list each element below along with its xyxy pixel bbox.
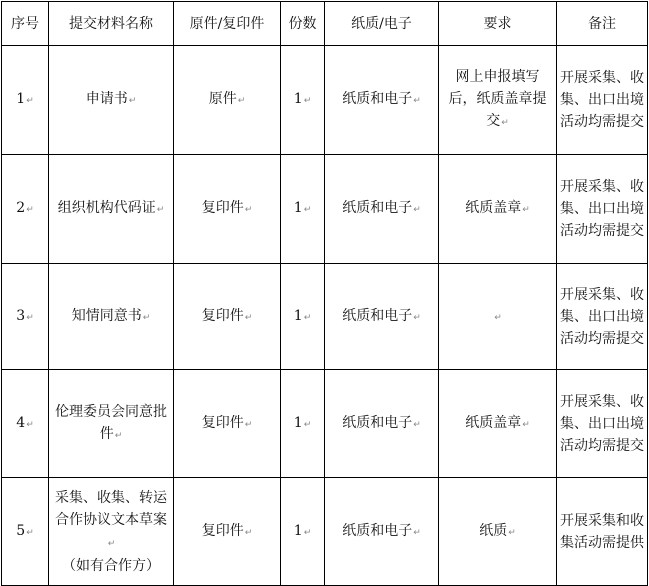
- paragraph-mark-icon: ↵: [26, 205, 34, 215]
- cell-form: 纸质和电子↵: [325, 478, 439, 586]
- cell-name: 采集、收集、转运合作协议文本草案↵ （如有合作方）: [49, 478, 174, 586]
- header-seq: 序号: [2, 2, 49, 46]
- paragraph-mark-icon: ↵: [522, 419, 530, 430]
- cell-form: 纸质和电子↵: [325, 155, 439, 264]
- paragraph-mark-icon: ↵: [26, 312, 34, 323]
- header-row: [2, 2, 648, 46]
- cell-orig: 复印件↵: [174, 478, 281, 586]
- cell-name: 组织机构代码证↵: [49, 155, 174, 264]
- cell-orig: 复印件↵: [174, 264, 281, 370]
- cell-notes: 开展采集、收集、出口出境活动均需提交: [557, 155, 648, 264]
- cell-seq: 4↵: [2, 370, 49, 478]
- cell-copies: 1↵: [281, 264, 325, 370]
- paragraph-mark-icon: ↵: [501, 118, 509, 128]
- cell-notes: 开展采集、收集、出口出境活动均需提交: [557, 264, 648, 370]
- cell-seq: 3↵: [2, 264, 49, 370]
- paragraph-mark-icon: ↵: [244, 527, 253, 538]
- cell-name: 伦理委员会同意批件↵: [49, 370, 174, 478]
- paragraph-mark-icon: ↵: [244, 205, 253, 215]
- paragraph-mark-icon: ↵: [156, 205, 165, 215]
- paragraph-mark-icon: ↵: [303, 312, 312, 323]
- cell-copies: 1↵: [281, 478, 325, 586]
- paragraph-mark-icon: ↵: [303, 205, 312, 215]
- paragraph-mark-icon: ↵: [26, 527, 34, 538]
- cell-seq: 5↵: [2, 478, 49, 586]
- cell-form: 纸质和电子↵: [325, 46, 439, 155]
- paragraph-mark-icon: ↵: [128, 96, 137, 106]
- cell-seq: 1↵: [2, 46, 49, 155]
- header-req: 要求: [439, 2, 557, 46]
- paragraph-mark-icon: ↵: [508, 527, 516, 538]
- paragraph-mark-icon: ↵: [107, 538, 116, 549]
- paragraph-mark-icon: ↵: [413, 205, 421, 215]
- paragraph-mark-icon: ↵: [237, 96, 246, 106]
- table-row: [2, 478, 648, 586]
- paragraph-mark-icon: ↵: [494, 312, 502, 323]
- paragraph-mark-icon: ↵: [413, 527, 421, 538]
- cell-req: 纸质↵: [439, 478, 557, 586]
- cell-notes: 开展采集、收集、出口出境活动均需提交: [557, 370, 648, 478]
- materials-table: [1, 1, 648, 586]
- paragraph-mark-icon: ↵: [413, 96, 421, 106]
- paragraph-mark-icon: ↵: [522, 205, 530, 215]
- cell-seq: 2↵: [2, 155, 49, 264]
- cell-copies: 1↵: [281, 370, 325, 478]
- cell-copies: 1↵: [281, 155, 325, 264]
- paragraph-mark-icon: ↵: [413, 419, 421, 430]
- paragraph-mark-icon: ↵: [413, 312, 421, 323]
- cell-req: [439, 264, 557, 370]
- paragraph-mark-icon: ↵: [26, 419, 34, 430]
- header-notes: 备注: [557, 2, 648, 46]
- paragraph-mark-icon: ↵: [303, 419, 312, 430]
- cell-name: 申请书↵: [49, 46, 174, 155]
- cell-notes: 开展采集、收集、出口出境活动均需提交: [557, 46, 648, 155]
- table-row: [2, 155, 648, 264]
- paragraph-mark-icon: ↵: [303, 96, 312, 106]
- cell-req: 网上申报填写后，纸质盖章提交↵: [439, 46, 557, 155]
- cell-copies: 1↵: [281, 46, 325, 155]
- paragraph-mark-icon: ↵: [303, 527, 312, 538]
- paragraph-mark-icon: ↵: [244, 312, 253, 323]
- cell-name: 知情同意书↵: [49, 264, 174, 370]
- paragraph-mark-icon: ↵: [26, 96, 34, 106]
- cell-form: 纸质和电子↵: [325, 264, 439, 370]
- header-orig: 原件/复印件: [174, 2, 281, 46]
- cell-orig: 复印件↵: [174, 370, 281, 478]
- header-form: 纸质/电子: [325, 2, 439, 46]
- cell-orig: 原件↵: [174, 46, 281, 155]
- table-row: [2, 370, 648, 478]
- cell-form: 纸质和电子↵: [325, 370, 439, 478]
- table-row: [2, 264, 648, 370]
- cell-req: 纸质盖章↵: [439, 155, 557, 264]
- header-name: 提交材料名称: [49, 2, 174, 46]
- table-row: [2, 46, 648, 155]
- cell-notes: 开展采集和收集活动需提供: [557, 478, 648, 586]
- header-copies: 份数: [281, 2, 325, 46]
- cell-orig: 复印件↵: [174, 155, 281, 264]
- paragraph-mark-icon: ↵: [114, 430, 123, 441]
- paragraph-mark-icon: ↵: [142, 312, 151, 323]
- cell-req: 纸质盖章↵: [439, 370, 557, 478]
- paragraph-mark-icon: ↵: [244, 419, 253, 430]
